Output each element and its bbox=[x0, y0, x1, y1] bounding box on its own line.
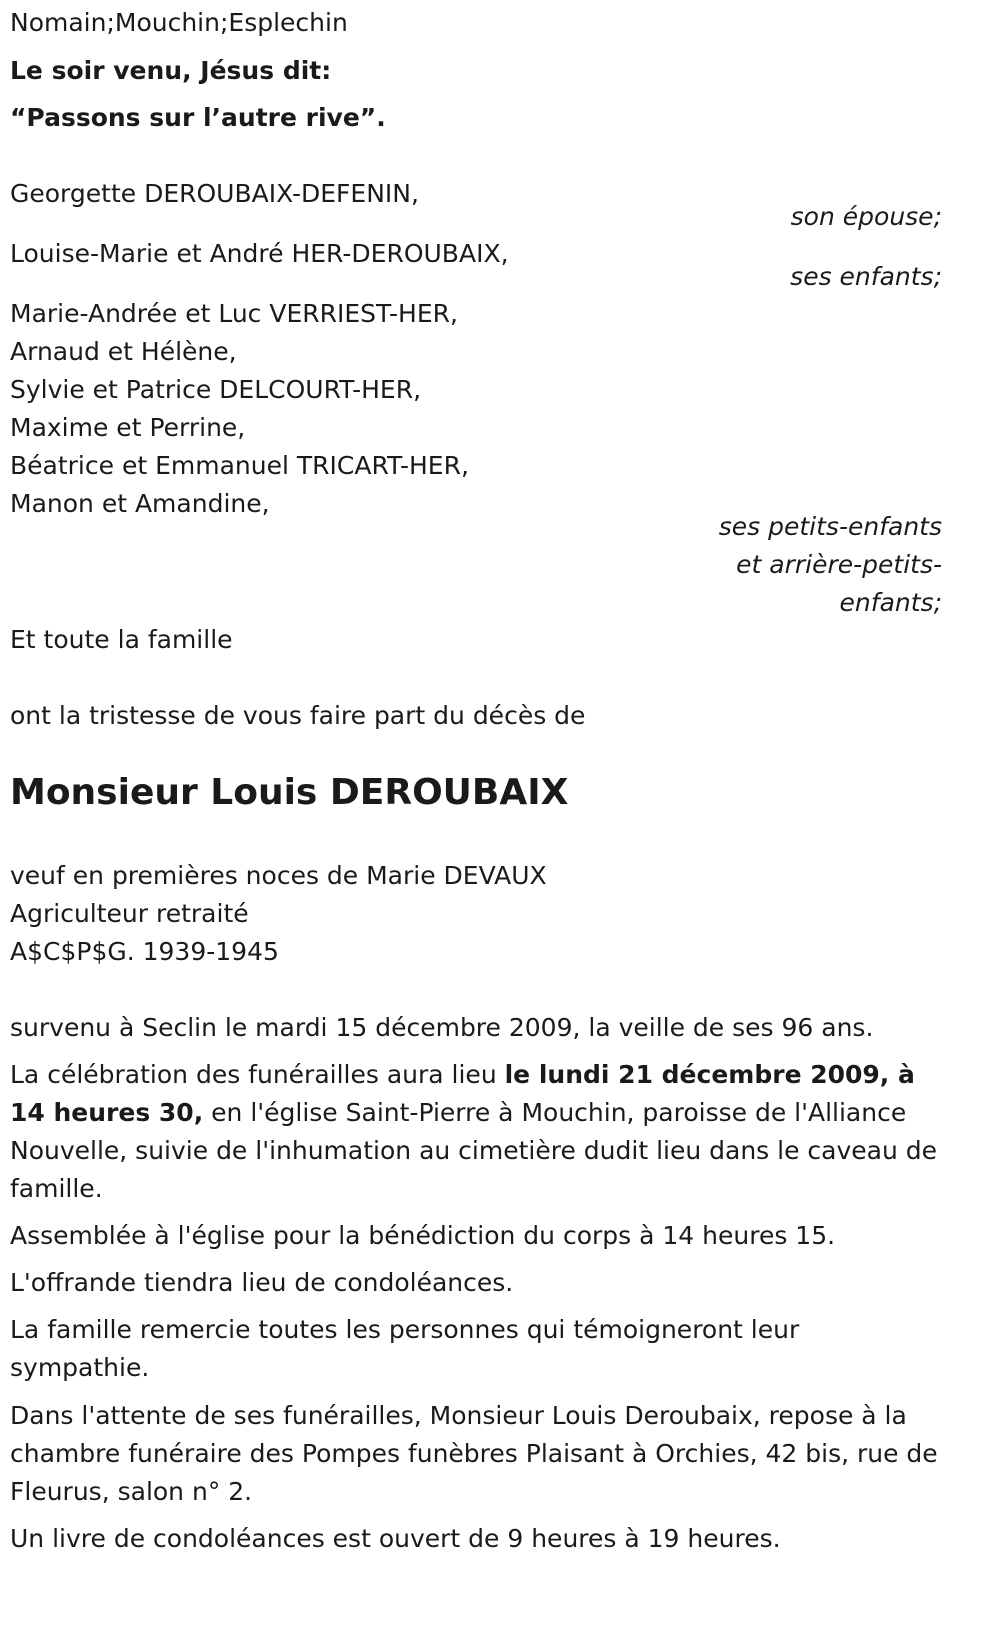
location-line: Nomain;Mouchin;Esplechin bbox=[10, 8, 348, 37]
rest-paragraph: Dans l'attente de ses funérailles, Monsieur Louis Deroubaix, repose à la chambre funéraire des Pompes funèbres Plaisant à Orchies, 42 bis, rue de Fleurus, salon n° 2. bbox=[10, 1401, 938, 1506]
death-notice: survenu à Seclin le mardi 15 décembre 2009, la veille de ses 96 ans. bbox=[10, 1013, 874, 1042]
deceased-name: Monsieur Louis DEROUBAIX bbox=[10, 772, 569, 813]
thanks-paragraph: La famille remercie toutes les personnes qui témoigneront leur sympathie. bbox=[10, 1315, 800, 1382]
deceased-detail: A$C$P$G. 1939-1945 bbox=[10, 937, 279, 966]
grandchild-line: Marie-Andrée et Luc VERRIEST-HER, bbox=[10, 299, 458, 328]
quote-line-2: “Passons sur l’autre rive”. bbox=[10, 103, 386, 132]
quote-line-1: Le soir venu, Jésus dit: bbox=[10, 56, 332, 85]
deceased-detail: Agriculteur retraité bbox=[10, 899, 249, 928]
grandchild-line: Béatrice et Emmanuel TRICART-HER, bbox=[10, 451, 469, 480]
children-role: ses enfants; bbox=[790, 262, 942, 291]
condolence-book: Un livre de condoléances est ouvert de 9 heures à 19 heures. bbox=[10, 1524, 781, 1553]
spouse-name: Georgette DEROUBAIX-DEFENIN, bbox=[10, 179, 419, 208]
grandchildren-role-line: ses petits-enfants bbox=[718, 512, 942, 541]
grandchild-line: Arnaud et Hélène, bbox=[10, 337, 237, 366]
funeral-date: le lundi 21 décembre 2009, à 14 heures 30, bbox=[10, 1060, 915, 1127]
grandchild-line: Maxime et Perrine, bbox=[10, 413, 246, 442]
grandchild-line: Manon et Amandine, bbox=[10, 489, 270, 518]
announcement: ont la tristesse de vous faire part du décès de bbox=[10, 701, 586, 730]
grandchild-line: Sylvie et Patrice DELCOURT-HER, bbox=[10, 375, 422, 404]
deceased-detail: veuf en premières noces de Marie DEVAUX bbox=[10, 861, 547, 890]
funeral-paragraph bbox=[10, 1056, 940, 1208]
grandchildren-role-line: enfants; bbox=[839, 588, 942, 617]
grandchildren-role-line: et arrière-petits- bbox=[736, 550, 942, 579]
spouse-role: son épouse; bbox=[790, 202, 942, 231]
funeral-rest: en l'église Saint-Pierre à Mouchin, paroisse de l'Alliance Nouvelle, suivie de l'inhumation au cimetière dudit lieu dans le caveau de famille. bbox=[10, 1098, 938, 1203]
children-name: Louise-Marie et André HER-DEROUBAIX, bbox=[10, 239, 509, 268]
funeral-intro: La célébration des funérailles aura lieu bbox=[10, 1060, 505, 1089]
extended-family: Et toute la famille bbox=[10, 625, 233, 654]
assembly-notice: Assemblée à l'église pour la bénédiction du corps à 14 heures 15. bbox=[10, 1221, 836, 1250]
offering-notice: L'offrande tiendra lieu de condoléances. bbox=[10, 1268, 514, 1297]
